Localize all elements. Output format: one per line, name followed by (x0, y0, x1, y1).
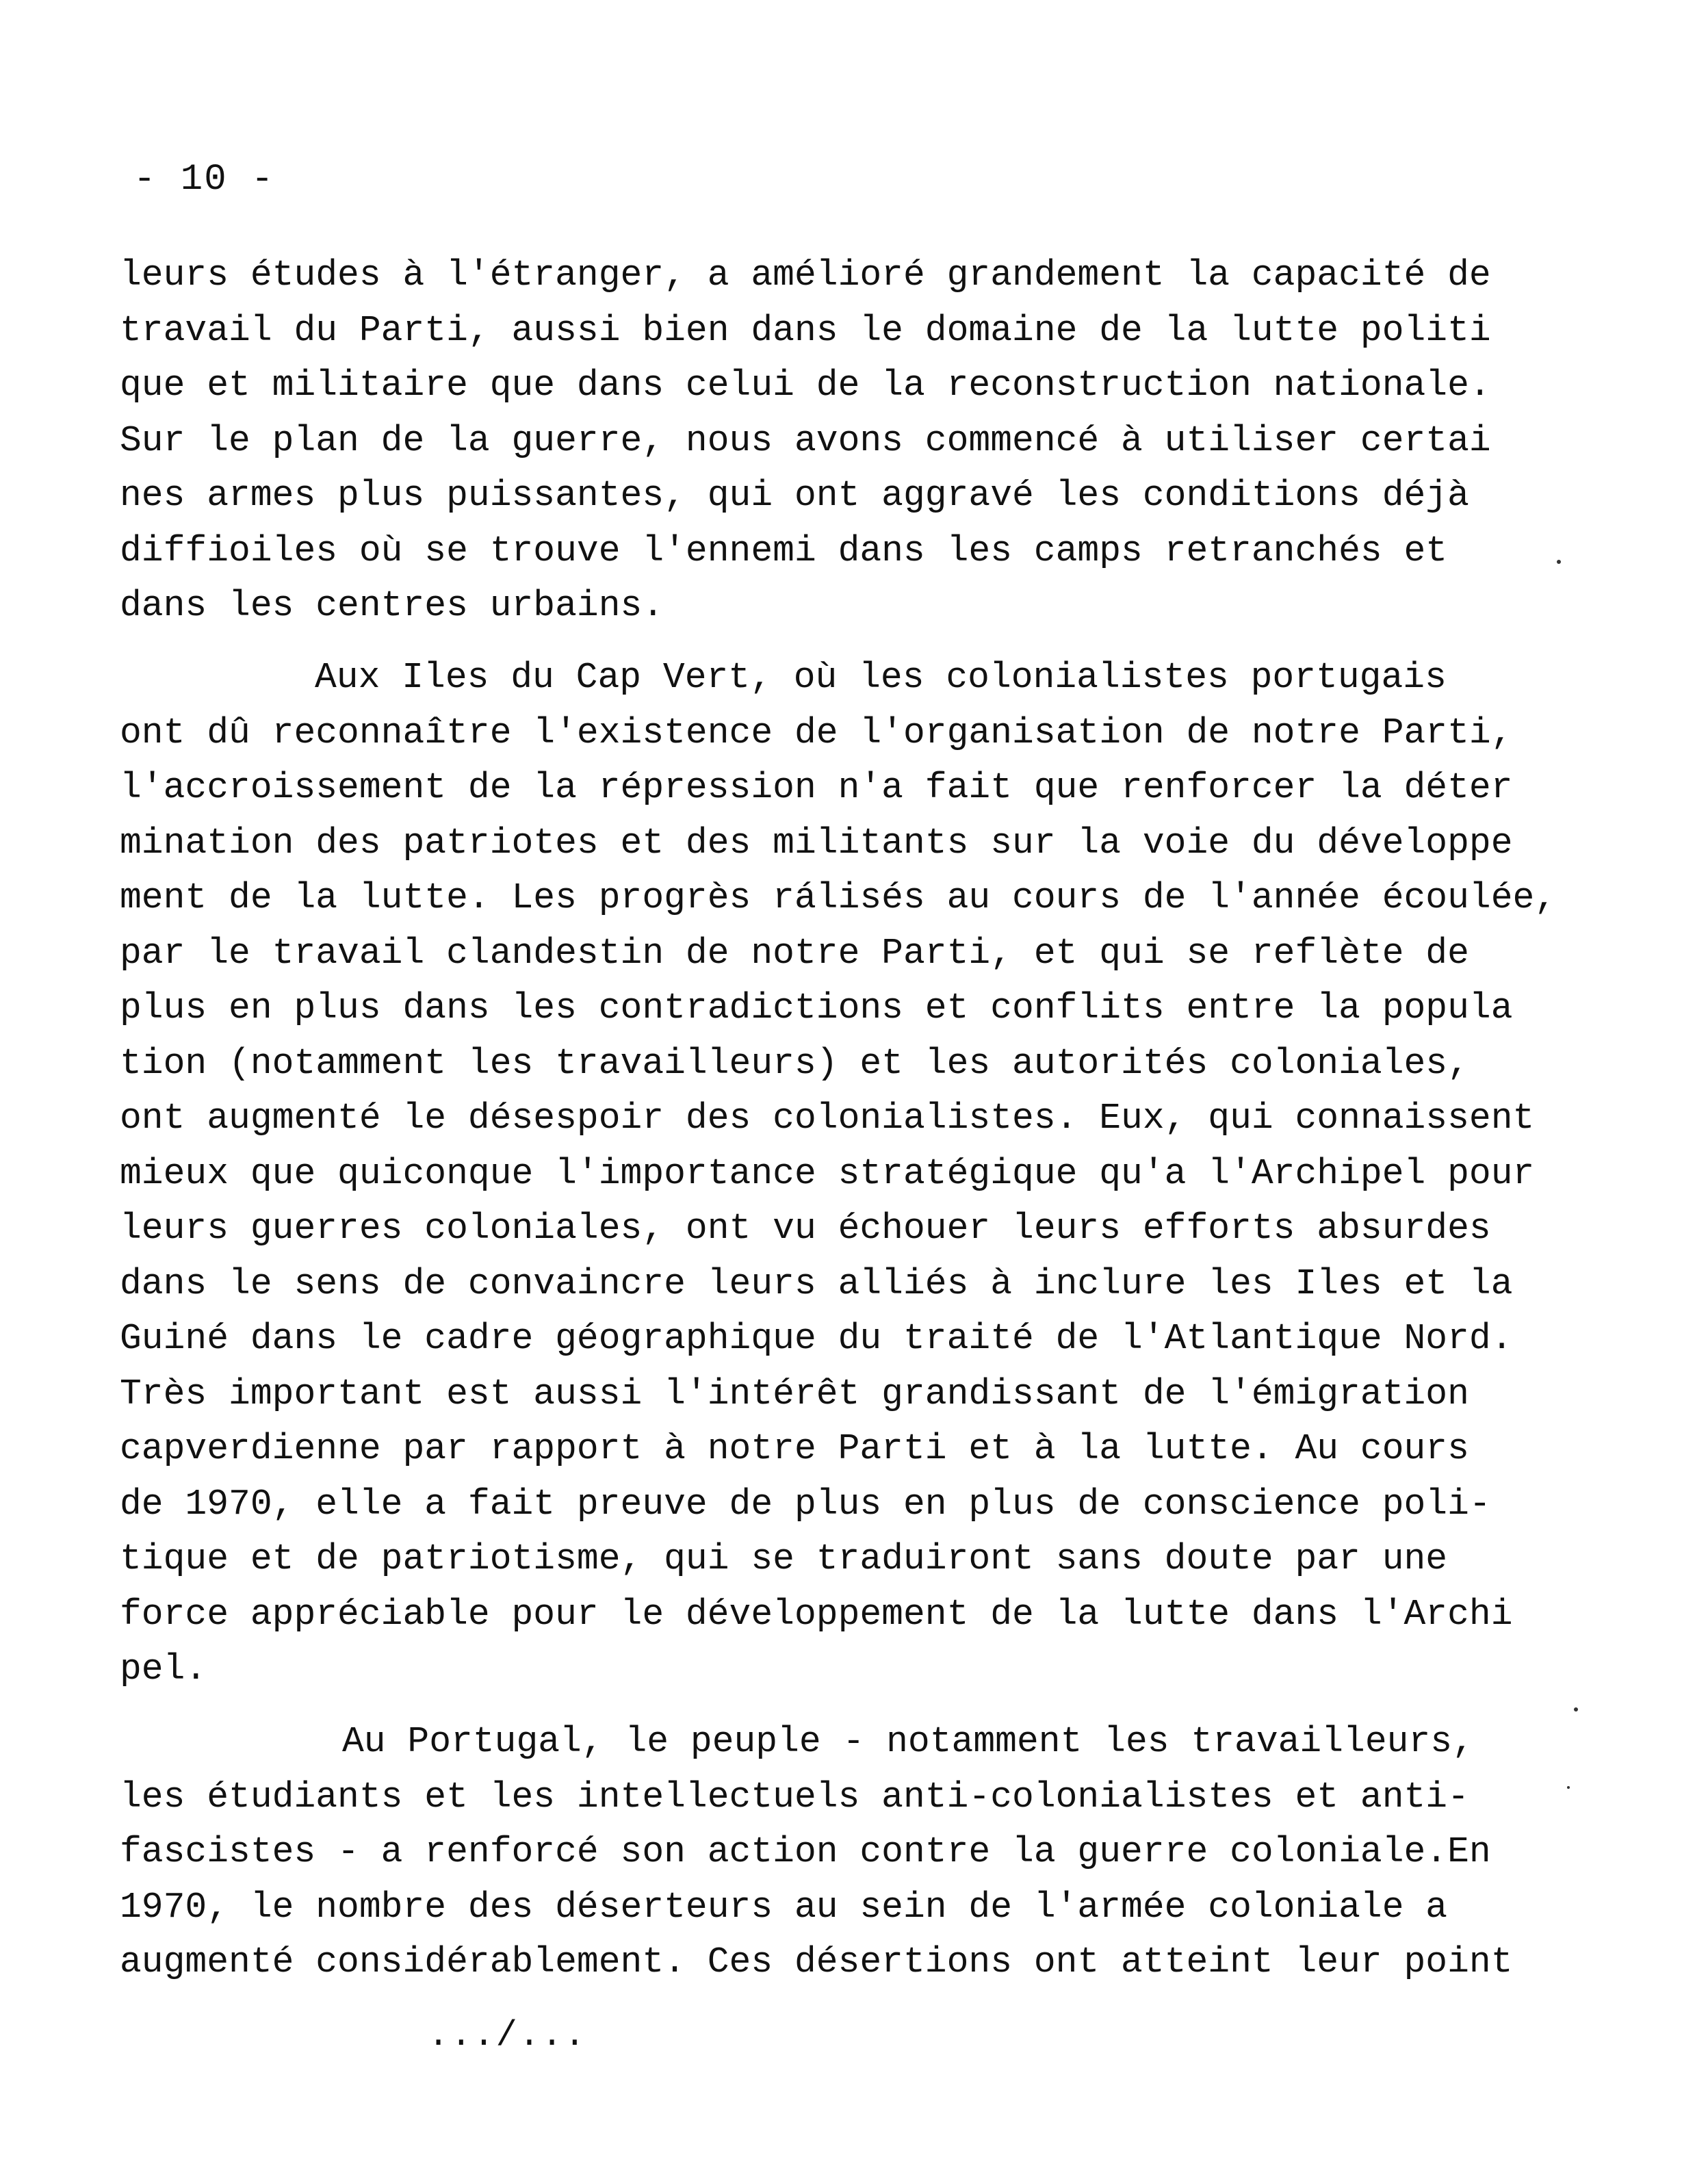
text-line: travail du Parti, aussi bien dans le domaine de la lutte politi (120, 309, 1491, 351)
text-line: tion (notamment les travailleurs) et les autorités coloniales, (120, 1042, 1469, 1084)
text-line: diffioiles où se trouve l'ennemi dans les camps retranchés et (120, 530, 1448, 571)
scan-speck (1567, 1786, 1570, 1789)
text-line: force appréciable pour le développement de la lutte dans l'Archi (120, 1593, 1513, 1635)
text-line: Sur le plan de la guerre, nous avons commencé à utiliser certai (120, 419, 1491, 461)
text-line: Guiné dans le cadre géographique du traité de l'Atlantique Nord. (120, 1318, 1513, 1359)
text-line: Au Portugal, le peuple - notamment les travailleurs, (342, 1721, 1474, 1762)
text-line: leurs guerres coloniales, ont vu échouer leurs efforts absurdes (120, 1208, 1491, 1249)
paragraph-2 (120, 650, 1625, 1697)
text-line: dans les centres urbains. (120, 585, 664, 626)
text-line: Très important est aussi l'intérêt grandissant de l'émigration (120, 1373, 1469, 1415)
text-line: les étudiants et les intellectuels anti-colonialistes et anti- (120, 1776, 1469, 1818)
text-line: mination des patriotes et des militants sur la voie du développe (120, 822, 1513, 864)
text-line: l'accroissement de la répression n'a fait que renforcer la déter (120, 767, 1513, 808)
paragraph-1 (120, 248, 1625, 634)
text-line: Aux Iles du Cap Vert, où les colonialistes portugais (315, 657, 1447, 698)
text-line: plus en plus dans les contradictions et conflits entre la popula (120, 987, 1513, 1029)
text-line: pel. (120, 1649, 207, 1690)
text-line: ont dû reconnaître l'existence de l'organisation de notre Parti, (120, 712, 1513, 753)
scan-speck (1557, 560, 1561, 564)
text-line: augmenté considérablement. Ces désertions ont atteint leur point (120, 1941, 1513, 1982)
text-line: que et militaire que dans celui de la reconstruction nationale. (120, 365, 1491, 406)
paragraph-3 (120, 1714, 1625, 1990)
text-line: tique et de patriotisme, qui se traduiront sans doute par une (120, 1538, 1448, 1579)
page-number: - 10 - (133, 159, 275, 201)
text-line: dans le sens de convaincre leurs alliés à inclure les Iles et la (120, 1263, 1513, 1304)
text-line: fascistes - a renforcé son action contre la guerre coloniale.En (120, 1831, 1491, 1872)
text-line: mieux que quiconque l'importance stratégique qu'a l'Archipel pour (120, 1152, 1535, 1194)
text-line: de 1970, elle a fait preuve de plus en plus de conscience poli- (120, 1483, 1491, 1525)
text-line: capverdienne par rapport à notre Parti et à la lutte. Au cours (120, 1428, 1469, 1469)
text-line: leurs études à l'étranger, a amélioré grandement la capacité de (120, 255, 1491, 296)
text-line: ont augmenté le désespoir des colonialistes. Eux, qui connaissent (120, 1098, 1535, 1139)
scan-speck (1574, 1707, 1578, 1712)
continuation-mark: .../... (428, 2015, 587, 2056)
text-line: par le travail clandestin de notre Parti, et qui se reflète de (120, 932, 1469, 974)
text-line: ment de la lutte. Les progrès rálisés au cours de l'année écoulée, (120, 877, 1557, 918)
text-line: nes armes plus puissantes, qui ont aggravé les conditions déjà (120, 475, 1469, 516)
text-line: 1970, le nombre des déserteurs au sein de l'armée coloniale a (120, 1886, 1448, 1928)
